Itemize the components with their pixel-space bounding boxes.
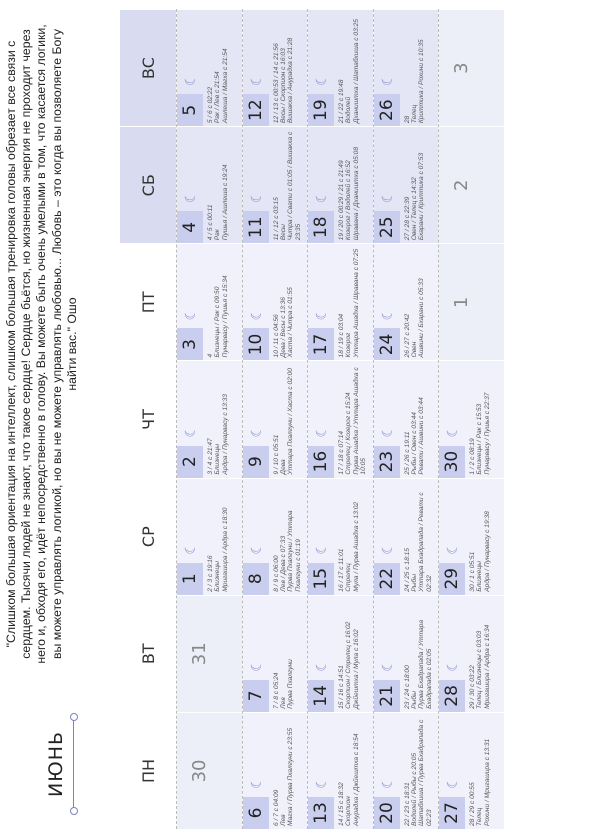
lunar-info: 26 / 27 с 20:42 Овен Ашвини / Бхарани с 05:33 xyxy=(403,278,426,358)
day-number: 6 xyxy=(243,797,269,829)
moon-phase-icon: ☾ xyxy=(248,776,265,789)
day-cell[interactable] xyxy=(374,243,439,360)
lunar-info: 18 / 19 с 03:04 Козерог Уттара Ашадха / Шравана с 07:25 xyxy=(338,248,360,358)
day-cell[interactable] xyxy=(243,9,308,126)
lunar-info: 10 / 11 с 04:56 Дева / Весы с 13:36 Хаста / Читра с 01:55 xyxy=(272,287,295,358)
moon-phase-icon: ☾ xyxy=(379,307,396,321)
calendar-weeks xyxy=(176,9,504,829)
day-number: 16 xyxy=(308,446,334,478)
day-cell[interactable] xyxy=(177,9,242,126)
day-cell[interactable] xyxy=(308,712,373,829)
lunar-info: 17 / 18 с 07:14 Стрелец / Козерог с 15:24 Пурва Ашадха / Уттара Ашадха с 10:05 xyxy=(338,367,368,475)
lunar-info: 22 / 23 с 18:31 Водолей / Рыбы с 20:05 Шатабхиша / Пурва Бхадрапада с 02:23 xyxy=(403,719,433,826)
calendar-grid xyxy=(120,9,504,829)
day-number: 7 xyxy=(243,680,269,712)
moon-phase-icon: ☾ xyxy=(314,425,330,438)
day-cell[interactable] xyxy=(177,478,242,595)
day-number: 10 xyxy=(243,328,269,360)
lunar-info: 2 / 3 с 19:16 Близнецы Мригашира / Ардра с 18:30 xyxy=(207,507,229,592)
moon-phase-icon: ☾ xyxy=(445,776,461,789)
day-cell[interactable] xyxy=(374,360,439,477)
weekday-header xyxy=(120,9,176,829)
lunar-info: 25 / 26 с 19:11 Рыбы / Овен с 03:44 Ревати / Ашвини с 03:44 xyxy=(403,397,426,475)
weekday-3: СР xyxy=(120,478,176,595)
lunar-info: 4 Близнецы / Рак с 09:50 Пунарвасу / Пушья с 15:34 xyxy=(207,275,229,358)
adjacent-month-day: 1 xyxy=(451,296,472,309)
title-underline xyxy=(73,719,74,809)
day-cell[interactable] xyxy=(439,126,504,243)
day-number: 9 xyxy=(243,446,269,478)
lunar-info: 30 / 1 с 05:51 Близнецы Ардра / Пунарвасу с 19:38 xyxy=(469,511,491,592)
day-cell[interactable] xyxy=(243,595,308,712)
day-number: 29 xyxy=(439,563,465,595)
day-cell[interactable] xyxy=(177,595,242,712)
moon-phase-icon: ☾ xyxy=(379,73,396,87)
lunar-info: 3 / 4 с 21:47 Близнецы Ардра / Пунарвасу с 13:33 xyxy=(207,394,229,475)
moon-phase-icon: ☾ xyxy=(379,776,396,789)
day-cell[interactable] xyxy=(439,243,504,360)
day-cell[interactable] xyxy=(177,712,242,829)
day-number: 3 xyxy=(177,328,203,360)
lunar-info: 21 / 22 с 19:48 Водолей Дхаништха / Шатабхиша с 03:25 xyxy=(338,19,360,124)
moon-phase-icon: ☾ xyxy=(445,659,461,672)
day-cell[interactable] xyxy=(177,243,242,360)
day-cell[interactable] xyxy=(243,478,308,595)
lunar-info: 14 / 15 с 18:32 Скорпион Анурадха / Джйештха с 18:54 xyxy=(338,733,360,826)
moon-phase-icon: ☾ xyxy=(183,73,199,87)
day-cell[interactable] xyxy=(439,360,504,477)
day-cell[interactable] xyxy=(177,360,242,477)
moon-phase-icon: ☾ xyxy=(248,307,265,321)
lunar-info: 4 / 5 с 00:11 Рак Пушья / Ашлеша с 19:24 xyxy=(207,164,229,241)
moon-phase-icon: ☾ xyxy=(379,659,396,672)
weekday-4: ЧТ xyxy=(120,360,176,477)
day-number: 23 xyxy=(374,446,400,478)
day-number: 14 xyxy=(308,680,334,712)
lunar-info: 7 / 8 с 05:24 Лев Пурва Пхалгуни xyxy=(272,659,295,709)
moon-phase-icon: ☾ xyxy=(379,190,396,204)
moon-phase-icon: ☾ xyxy=(379,542,396,555)
day-cell[interactable] xyxy=(243,126,308,243)
day-number: 27 xyxy=(439,797,465,829)
adjacent-month-day: 30 xyxy=(189,759,210,783)
day-number: 25 xyxy=(374,211,400,243)
month-title: ИЮНЬ xyxy=(44,730,67,798)
lunar-info: 15 / 16 с 14:51 Скорпион / Стрелец с 16:02 Джйештха / Мула с 16:02 xyxy=(338,621,360,709)
day-cell[interactable] xyxy=(243,712,308,829)
week-row xyxy=(438,9,504,829)
moon-phase-icon: ☾ xyxy=(379,425,396,438)
moon-phase-icon: ☾ xyxy=(314,190,330,204)
lunar-info: 16 / 17 с 11:01 Стрелец Мула / Пурва Ашадха с 13:02 xyxy=(338,501,360,592)
day-number: 2 xyxy=(177,446,203,478)
lunar-info: 1 / 2 с 08:19 Близнецы / Рак с 15:53 Пунарвасу / Пушья с 22:37 xyxy=(469,392,491,475)
moon-phase-icon: ☾ xyxy=(183,425,199,438)
week-row xyxy=(307,9,373,829)
moon-phase-icon: ☾ xyxy=(445,425,461,438)
day-cell[interactable] xyxy=(243,243,308,360)
lunar-info: 8 / 9 с 06:00 Лев / Дева с 07:33 Пурва Пхалгуни / Уттара Пхалгуни с 01:19 xyxy=(272,510,302,592)
moon-phase-icon: ☾ xyxy=(314,73,330,87)
day-number: 28 xyxy=(439,680,465,712)
day-number: 12 xyxy=(243,94,269,126)
day-cell[interactable] xyxy=(308,478,373,595)
moon-phase-icon: ☾ xyxy=(314,542,330,555)
week-row xyxy=(373,9,439,829)
day-cell[interactable] xyxy=(243,360,308,477)
weekday-6: СБ xyxy=(120,126,176,243)
day-number: 5 xyxy=(177,94,203,126)
day-cell[interactable] xyxy=(374,712,439,829)
lunar-info: 23 / 24 с 18:00 Рыбы Пурва Бхадрапада / Уттара Бхадрапада с 02:05 xyxy=(403,620,433,709)
week-row xyxy=(242,9,308,829)
day-cell[interactable] xyxy=(177,126,242,243)
day-number: 19 xyxy=(308,94,334,126)
day-cell[interactable] xyxy=(374,595,439,712)
day-cell[interactable] xyxy=(308,595,373,712)
lunar-info: 6 / 7 с 04:09 Лев Магха / Пурва Пхалгуни с 23:55 xyxy=(272,727,295,826)
moon-phase-icon: ☾ xyxy=(183,190,199,204)
moon-phase-icon: ☾ xyxy=(248,659,265,672)
quote-text: "Слишком большая ориентация на интеллект, слишком большая тренировка головы обрезает все связи с сердцем. Тысячи людей не знают, что такое сердце! Сердце бьётся, но жизненная энергия не проходит через него и, обходя его, идёт непосредственно в голову. Вы можете быть очень умелыми в том, что касается логики, вы можете управлять логикой, но вы не можете управлять любовью... Любовь – это когда вы позволяете Богу найти вас." Ошо xyxy=(4,24,79,664)
day-number: 1 xyxy=(177,563,203,595)
week-row xyxy=(176,9,242,829)
day-cell[interactable] xyxy=(439,9,504,126)
weekday-1: ПН xyxy=(120,712,176,829)
weekday-2: ВТ xyxy=(120,595,176,712)
day-cell[interactable] xyxy=(308,9,373,126)
moon-phase-icon: ☾ xyxy=(314,307,330,321)
weekday-5: ПТ xyxy=(120,243,176,360)
moon-phase-icon: ☾ xyxy=(248,425,265,438)
moon-phase-icon: ☾ xyxy=(248,190,265,204)
lunar-info: 9 / 10 с 05:51 Дева Уттара Пхалгуни / Хаста с 02:00 xyxy=(272,368,295,475)
month-title-block xyxy=(0,689,118,839)
moon-phase-icon: ☾ xyxy=(183,542,199,555)
lunar-info: 29 / 30 с 03:22 Телец / Близнецы с 03:03 Мригашира / Ардра с 16:34 xyxy=(469,624,491,709)
adjacent-month-day: 2 xyxy=(451,179,472,191)
lunar-info: 12 / 13 с 00:53 / 14 с 21:56 Весы / Скорпион с 16:03 Вишакха / Анурадха с 21:28 xyxy=(272,37,295,124)
day-number: 17 xyxy=(308,328,334,360)
moon-phase-icon: ☾ xyxy=(183,307,199,321)
day-cell[interactable] xyxy=(439,712,504,829)
lunar-info: 19 / 20 с 00:29 / 21 с 21:49 Козерог / Водолей с 16:52 Шравана / Дхаништха с 05:08 xyxy=(338,146,360,241)
day-number: 15 xyxy=(308,563,334,595)
adjacent-month-day: 31 xyxy=(189,642,210,666)
day-number: 30 xyxy=(439,446,465,478)
day-cell[interactable] xyxy=(439,595,504,712)
day-number: 20 xyxy=(374,797,400,829)
lunar-info: 5 / 6 с 02:22 Рак / Лев с 21:54 Ашлеша / Магха с 21:54 xyxy=(207,48,229,124)
adjacent-month-day: 3 xyxy=(451,62,472,74)
day-cell[interactable] xyxy=(439,478,504,595)
day-cell[interactable] xyxy=(374,126,439,243)
day-cell[interactable] xyxy=(308,243,373,360)
day-cell[interactable] xyxy=(308,360,373,477)
moon-phase-icon: ☾ xyxy=(248,542,265,555)
day-number: 11 xyxy=(243,211,269,243)
day-number: 4 xyxy=(177,211,203,243)
day-cell[interactable] xyxy=(374,478,439,595)
day-cell[interactable] xyxy=(308,126,373,243)
day-number: 26 xyxy=(374,94,400,126)
moon-phase-icon: ☾ xyxy=(445,542,461,555)
lunar-info: 28 Телец Криттика / Рохини с 10:35 xyxy=(403,39,426,124)
day-number: 8 xyxy=(243,563,269,595)
lunar-info: 11 / 12 с 03:15 Весы Читра / Свати с 01:05 / Вишакха с 23:35 xyxy=(272,131,302,241)
weekday-7: ВС xyxy=(120,9,176,126)
day-number: 13 xyxy=(308,797,334,829)
moon-phase-icon: ☾ xyxy=(314,776,330,789)
lunar-info: 28 / 29 с 00:55 Телец Рохини / Мригашира с 13:31 xyxy=(469,738,491,826)
day-number: 21 xyxy=(374,680,400,712)
day-number: 22 xyxy=(374,563,400,595)
day-cell[interactable] xyxy=(374,9,439,126)
moon-phase-icon: ☾ xyxy=(314,659,330,672)
day-number: 18 xyxy=(308,211,334,243)
lunar-info: 27 / 28 с 22:39 Овен / Телец с 14:32 Бхарани / Криттика с 07:53 xyxy=(403,152,426,241)
lunar-info: 24 / 25 с 18:15 Рыбы Уттара Бхадрапада / Ревати с 02:32 xyxy=(403,492,433,592)
day-number: 24 xyxy=(374,328,400,360)
moon-phase-icon: ☾ xyxy=(248,73,265,87)
